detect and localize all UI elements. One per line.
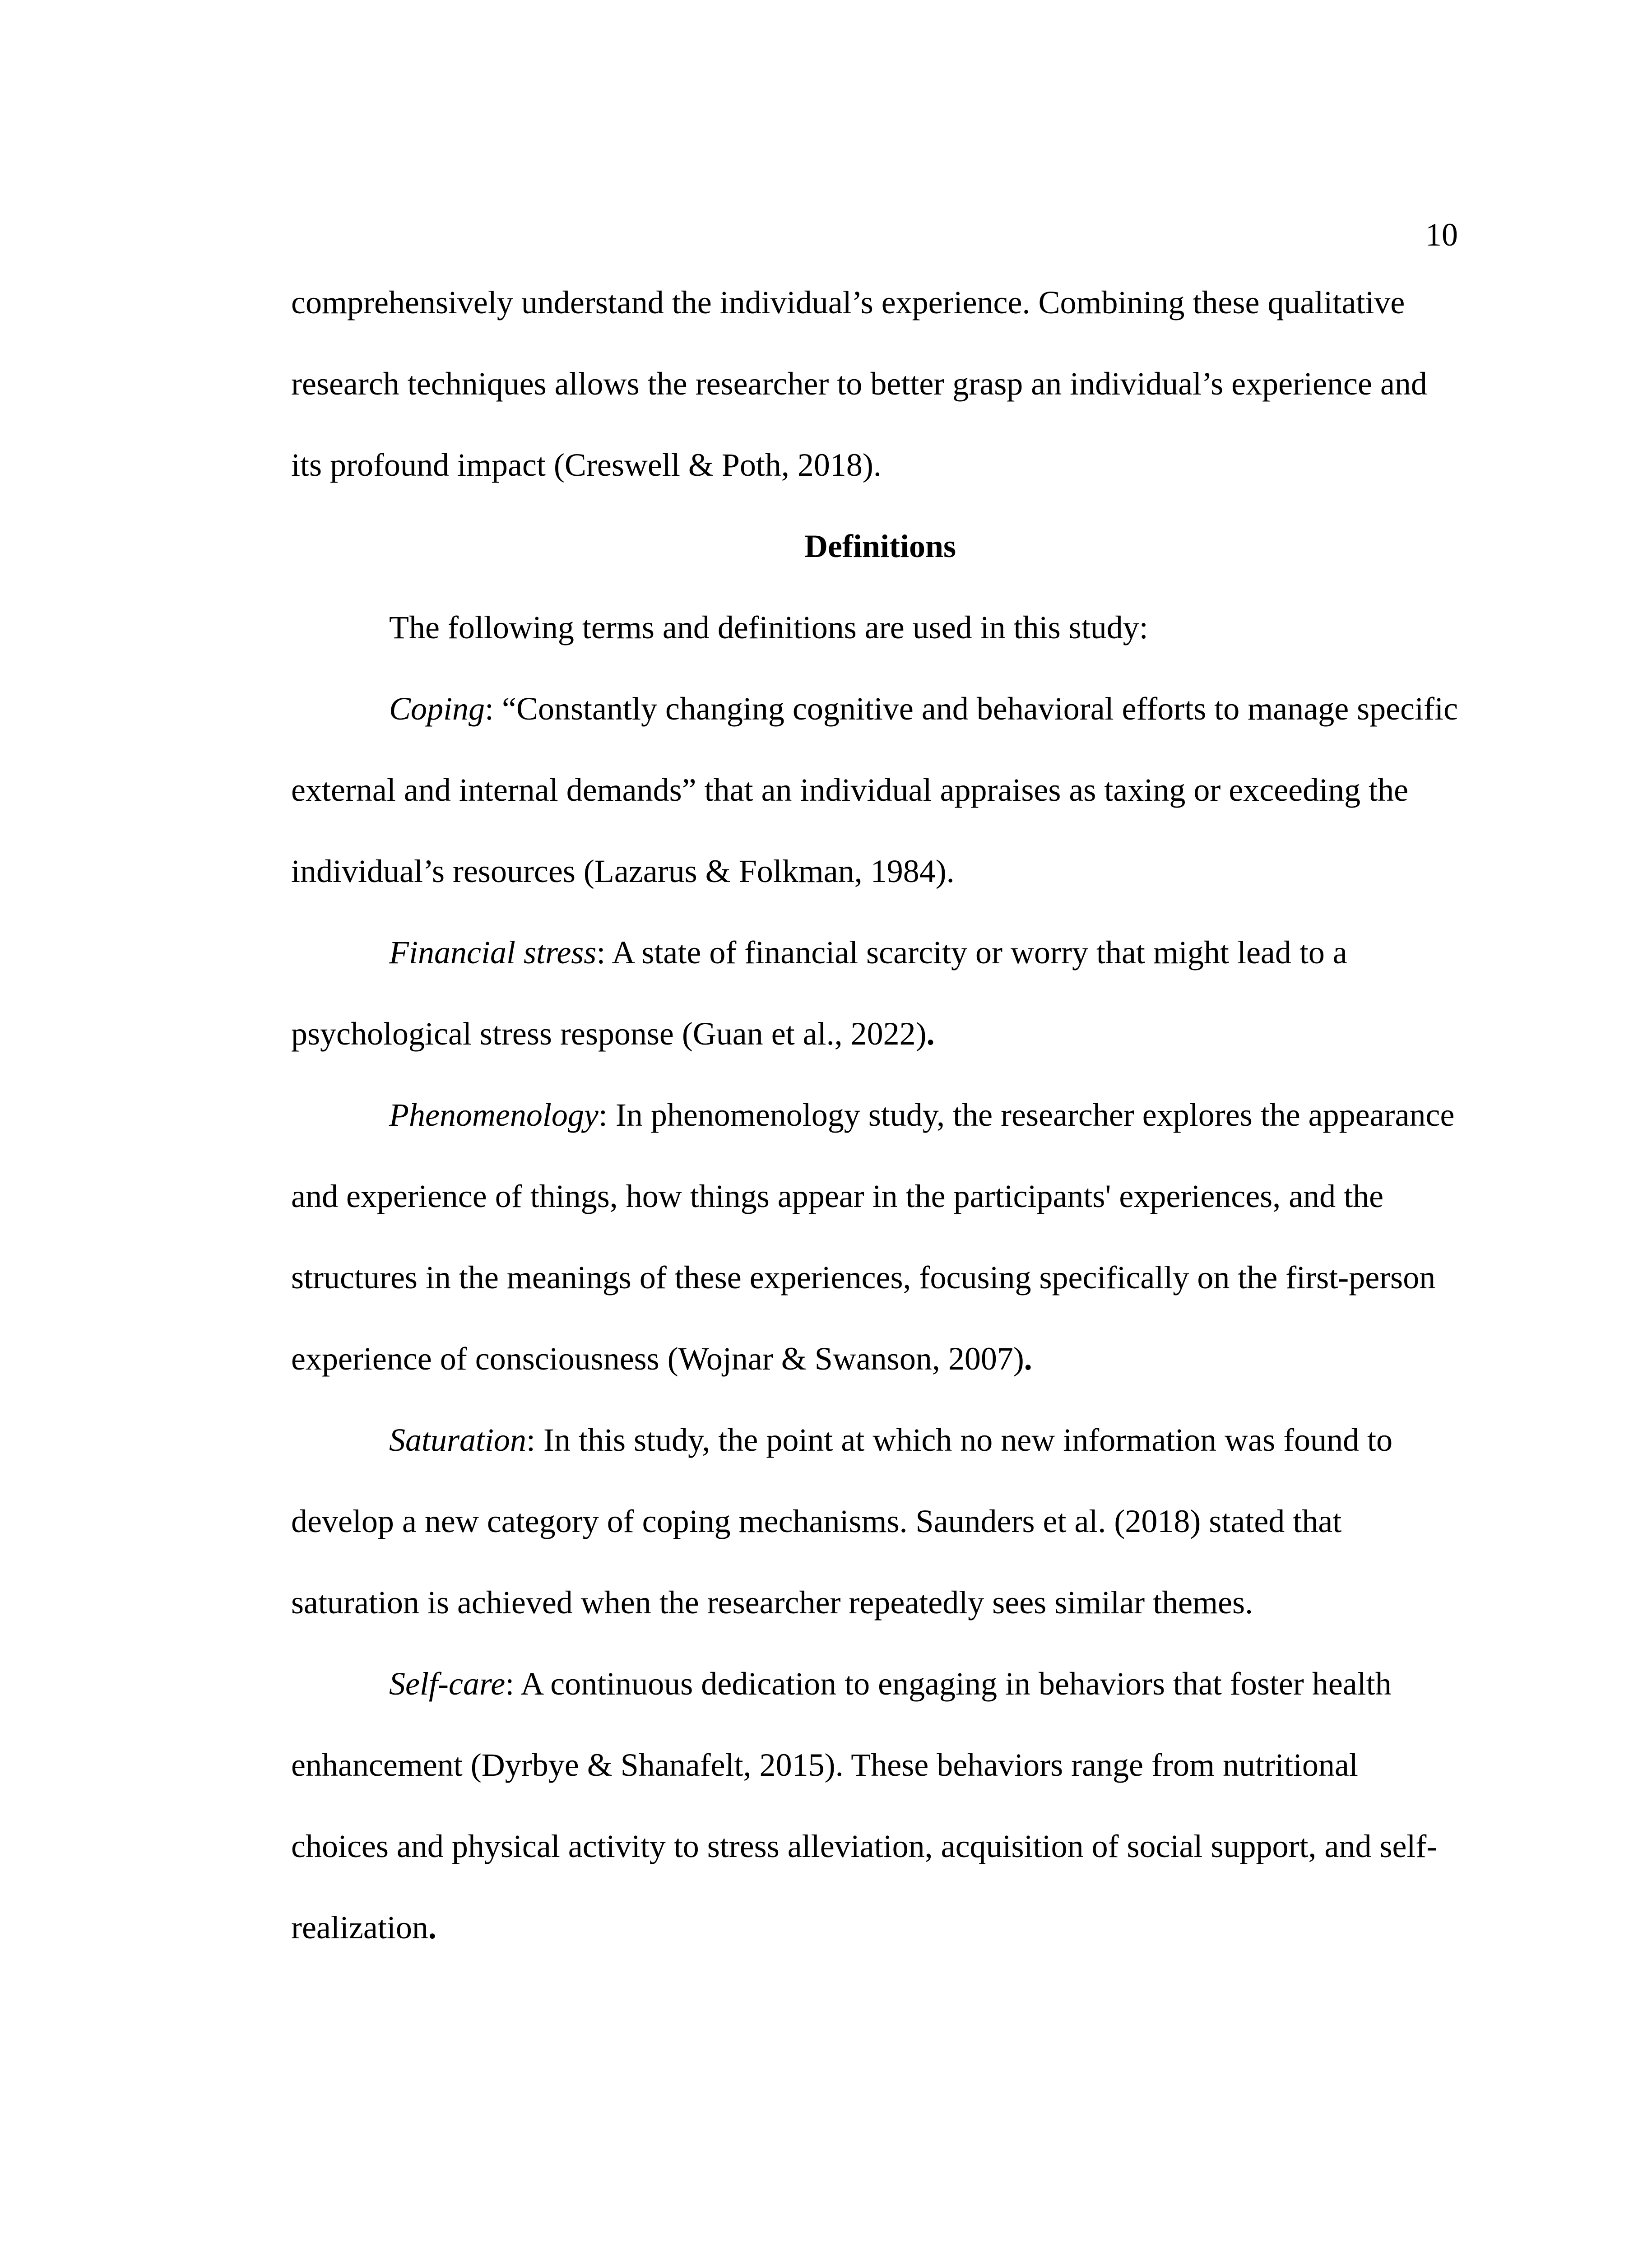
definition-term: Coping <box>389 691 485 727</box>
body-line <box>291 1824 1437 1869</box>
definition-line <box>389 1092 1454 1138</box>
line-end-period: . <box>1024 1341 1032 1377</box>
definition-line <box>389 930 1347 975</box>
line-text: its profound impact (Creswell & Poth, 2018). <box>291 447 882 483</box>
line-text: : In this study, the point at which no new information was found to <box>526 1422 1393 1458</box>
body-line <box>291 1011 935 1056</box>
line-text: psychological stress response (Guan et al., 2022) <box>291 1016 927 1052</box>
line-text: and experience of things, how things appear in the participants' experiences, and the <box>291 1178 1384 1214</box>
line-text: : “Constantly changing cognitive and behavioral efforts to manage specific <box>485 691 1458 727</box>
line-text: : A state of financial scarcity or worry that might lead to a <box>596 934 1347 971</box>
line-text: realization <box>291 1909 428 1946</box>
line-text: structures in the meanings of these experiences, focusing specifically on the first-person <box>291 1259 1436 1296</box>
definition-term: Phenomenology <box>389 1097 599 1133</box>
body-line <box>291 361 1427 406</box>
body-line <box>291 1905 436 1950</box>
line-text: saturation is achieved when the researcher repeatedly sees similar themes. <box>291 1584 1253 1621</box>
body-line <box>291 1255 1435 1300</box>
line-text: The following terms and definitions are used in this study: <box>389 609 1148 646</box>
body-line <box>291 1336 1032 1381</box>
body-line <box>291 1174 1383 1219</box>
body-line <box>291 849 955 894</box>
page-number: 10 <box>1425 217 1458 253</box>
body-line <box>291 1580 1253 1625</box>
line-text: comprehensively understand the individual’s experience. Combining these qualitative <box>291 284 1405 320</box>
body-line <box>291 442 882 488</box>
line-text: external and internal demands” that an individual appraises as taxing or exceeding the <box>291 772 1409 808</box>
line-text: choices and physical activity to stress alleviation, acquisition of social support, and self- <box>291 1828 1438 1864</box>
body-line <box>291 767 1408 813</box>
body-line <box>291 1499 1341 1544</box>
line-text: develop a new category of coping mechanisms. Saunders et al. (2018) stated that <box>291 1503 1342 1539</box>
definition-term: Financial stress <box>389 934 597 971</box>
body-line <box>291 1742 1358 1788</box>
body-line <box>291 280 1405 325</box>
line-text: : In phenomenology study, the researcher explores the appearance <box>598 1097 1455 1133</box>
definition-term: Self-care <box>389 1666 506 1702</box>
line-end-period: . <box>428 1909 436 1946</box>
definition-term: Saturation <box>389 1422 527 1458</box>
line-text: enhancement (Dyrbye & Shanafelt, 2015). These behaviors range from nutritional <box>291 1747 1358 1783</box>
line-end-period: . <box>926 1016 935 1052</box>
line-text: research techniques allows the researcher to better grasp an individual’s experience and <box>291 366 1427 402</box>
definition-line <box>389 1417 1392 1463</box>
body-line <box>389 605 1148 650</box>
line-text: experience of consciousness (Wojnar & Swanson, 2007) <box>291 1341 1024 1377</box>
section-heading: Definitions <box>804 528 956 564</box>
line-text: individual’s resources (Lazarus & Folkman, 1984). <box>291 853 955 889</box>
definition-line <box>389 1661 1392 1706</box>
definition-line <box>389 686 1458 731</box>
line-text: : A continuous dedication to engaging in behaviors that foster health <box>505 1666 1392 1702</box>
